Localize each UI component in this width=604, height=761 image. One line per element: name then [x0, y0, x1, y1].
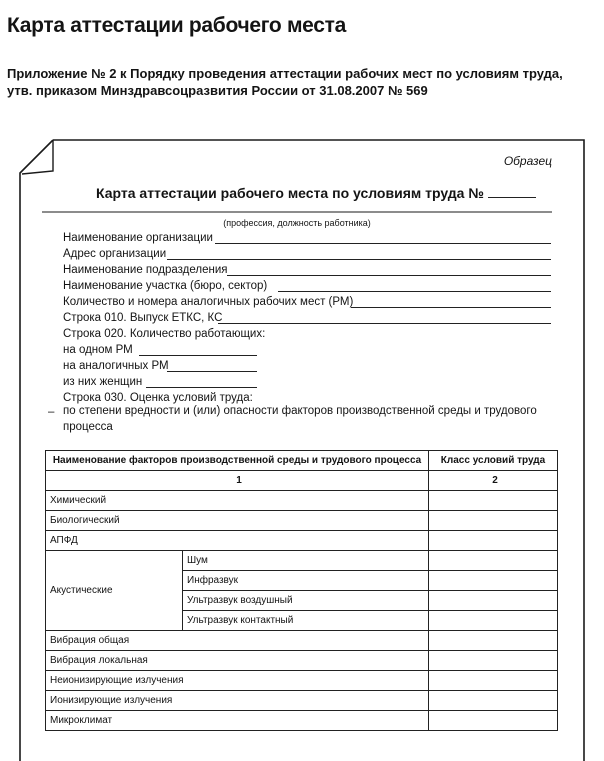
class-cell[interactable] — [429, 651, 558, 671]
class-cell[interactable] — [429, 511, 558, 531]
field-similar-workplaces-line[interactable] — [351, 307, 551, 308]
table-number-row — [46, 471, 558, 491]
sample-label: Образец — [503, 154, 552, 168]
field-row-010-line[interactable] — [218, 323, 551, 324]
field-row-030: Строка 030. Оценка условий труда: — [63, 392, 253, 404]
field-per-workplace-line[interactable] — [139, 355, 257, 356]
field-organization-address: Адрес организации — [63, 248, 167, 260]
field-row-010: Строка 010. Выпуск ЕТКС, КС — [63, 312, 223, 324]
class-cell[interactable] — [429, 611, 558, 631]
field-department-name: Наименование подразделения — [63, 264, 228, 276]
class-cell[interactable] — [429, 691, 558, 711]
table-row — [46, 491, 558, 511]
class-cell[interactable] — [429, 571, 558, 591]
field-similar-workplaces-count-line[interactable] — [167, 371, 257, 372]
factor-general-vibration: Вибрация общая — [46, 631, 429, 651]
class-cell[interactable] — [429, 591, 558, 611]
field-department-name-line[interactable] — [227, 275, 551, 276]
factor-biological: Биологический — [46, 511, 429, 531]
table-row — [46, 711, 558, 731]
factor-ionizing-radiation: Ионизирующие излучения — [46, 691, 429, 711]
class-cell[interactable] — [429, 531, 558, 551]
table-header-row — [46, 451, 558, 471]
acoustic-infrasound: Инфразвук — [183, 571, 429, 591]
header-class: Класс условий труда — [429, 451, 558, 471]
factors-table — [45, 450, 558, 731]
hazard-description: по степени вредности и (или) опасности факторов производственной среды и трудового процесса — [63, 405, 537, 433]
class-cell[interactable] — [429, 671, 558, 691]
table-row — [46, 531, 558, 551]
factor-microclimate: Микроклимат — [46, 711, 429, 731]
column-number-2: 2 — [429, 471, 558, 491]
field-section-name-line[interactable] — [278, 291, 551, 292]
acoustic-noise: Шум — [183, 551, 429, 571]
acoustic-airborne-ultrasound: Ультразвук воздушный — [183, 591, 429, 611]
field-organization-address-line[interactable] — [167, 259, 551, 260]
card-title — [96, 185, 536, 201]
column-number-1: 1 — [46, 471, 429, 491]
factor-chemical: Химический — [46, 491, 429, 511]
table-row — [46, 691, 558, 711]
field-women-count: из них женщин — [63, 376, 143, 388]
factor-non-ionizing-radiation: Неионизирующие излучения — [46, 671, 429, 691]
card-number-blank[interactable] — [488, 185, 536, 198]
header-factor-name: Наименование факторов производственной среды и трудового процесса — [46, 451, 429, 471]
hazard-dash: – — [48, 406, 55, 418]
field-row-020: Строка 020. Количество работающих: — [63, 328, 266, 340]
table-row — [46, 651, 558, 671]
acoustic-contact-ultrasound: Ультразвук контактный — [183, 611, 429, 631]
field-per-workplace: на одном РМ — [63, 344, 133, 356]
field-similar-workplaces-count: на аналогичных РМ — [63, 360, 169, 372]
class-cell[interactable] — [429, 491, 558, 511]
table-row — [46, 551, 558, 571]
card-title-text: Карта аттестации рабочего места по условиям труда № — [96, 185, 484, 201]
class-cell[interactable] — [429, 631, 558, 651]
class-cell[interactable] — [429, 711, 558, 731]
subtitle-line-1: Приложение № 2 к Порядку проведения аттестации рабочих мест по условиям труда, — [7, 66, 563, 81]
factor-local-vibration: Вибрация локальная — [46, 651, 429, 671]
profession-caption: (профессия, должность работника) — [223, 218, 371, 228]
field-similar-workplaces: Количество и номера аналогичных рабочих мест (РМ) — [63, 296, 354, 308]
factor-apfd: АПФД — [46, 531, 429, 551]
class-cell[interactable] — [429, 551, 558, 571]
table-row — [46, 511, 558, 531]
factor-acoustic: Акустические — [46, 551, 183, 631]
page-title: Карта аттестации рабочего места — [7, 14, 347, 37]
table-row — [46, 671, 558, 691]
table-row — [46, 631, 558, 651]
field-women-count-line[interactable] — [146, 387, 257, 388]
field-organization-name: Наименование организации — [63, 232, 213, 244]
field-organization-name-line[interactable] — [215, 243, 551, 244]
field-section-name: Наименование участка (бюро, сектор) — [63, 280, 268, 292]
subtitle-line-2: утв. приказом Минздравсоцразвития России от 31.08.2007 № 569 — [7, 83, 428, 98]
